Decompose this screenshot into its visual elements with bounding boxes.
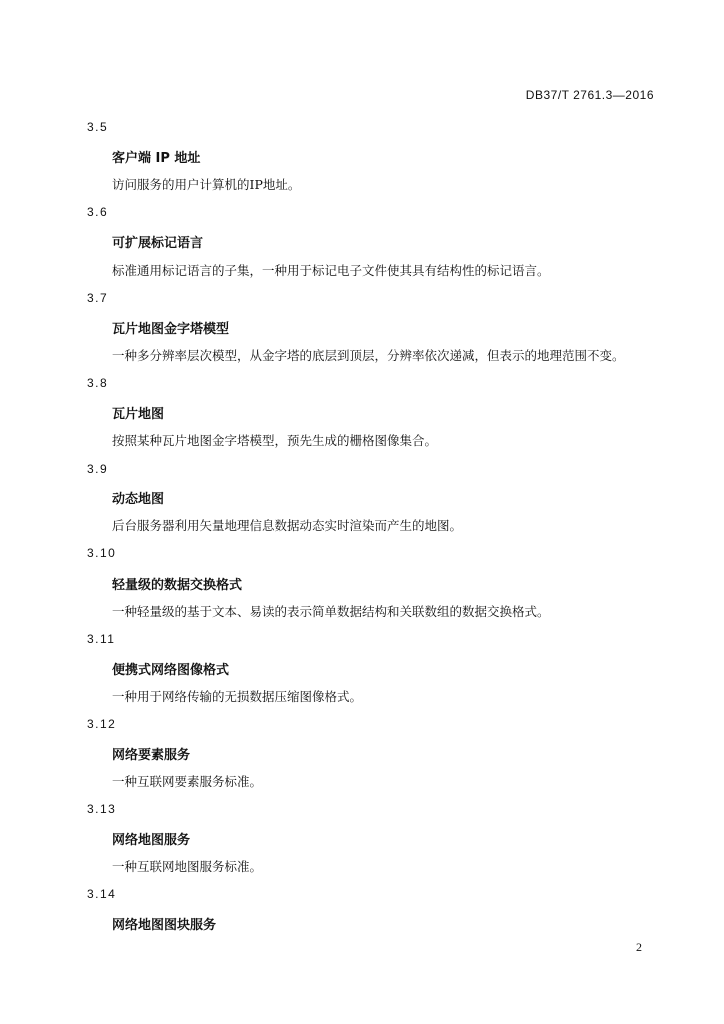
term-definition: 一种互联网地图服务标准。 (112, 859, 263, 874)
term-title: 动态地图 (112, 492, 165, 507)
term-definition: 一种互联网要素服务标准。 (112, 774, 263, 789)
clause-number: 3.9 (87, 462, 109, 476)
term-definition: 一种轻量级的基于文本、易读的表示简单数据结构和关联数组的数据交换格式。 (112, 604, 550, 619)
clause-number: 3.10 (87, 546, 117, 560)
term-definition: 后台服务器利用矢量地理信息数据动态实时渲染而产生的地图。 (112, 518, 463, 533)
term-title: 网络要素服务 (112, 748, 191, 763)
term-title: 轻量级的数据交换格式 (112, 578, 243, 593)
clause-number: 3.11 (87, 632, 116, 646)
term-definition: 按照某种瓦片地图金字塔模型，预先生成的栅格图像集合。 (112, 433, 438, 448)
term-title: 网络地图图块服务 (112, 918, 217, 933)
term-title: 可扩展标记语言 (112, 236, 204, 251)
term-title: 便携式网络图像格式 (112, 663, 230, 678)
standard-code: DB37/T 2761.3—2016 (525, 88, 654, 102)
term-title: 客户端 IP 地址 (112, 151, 201, 166)
term-definition: 访问服务的用户计算机的IP地址。 (112, 177, 301, 192)
clause-number: 3.7 (87, 291, 109, 305)
clause-number: 3.5 (87, 120, 109, 134)
term-title: 瓦片地图金字塔模型 (112, 322, 230, 337)
clause-number: 3.12 (87, 717, 117, 731)
term-title: 瓦片地图 (112, 407, 165, 422)
page-number: 2 (636, 940, 642, 954)
term-definition: 标准通用标记语言的子集，一种用于标记电子文件使其具有结构性的标记语言。 (112, 263, 550, 278)
clause-number: 3.8 (87, 376, 109, 390)
term-title: 网络地图服务 (112, 833, 191, 848)
clause-number: 3.13 (87, 802, 117, 816)
clause-number: 3.6 (87, 205, 109, 219)
clause-number: 3.14 (87, 887, 117, 901)
term-definition: 一种多分辨率层次模型，从金字塔的底层到顶层，分辨率依次递减，但表示的地理范围不变。 (112, 348, 625, 363)
term-definition: 一种用于网络传输的无损数据压缩图像格式。 (112, 689, 363, 704)
